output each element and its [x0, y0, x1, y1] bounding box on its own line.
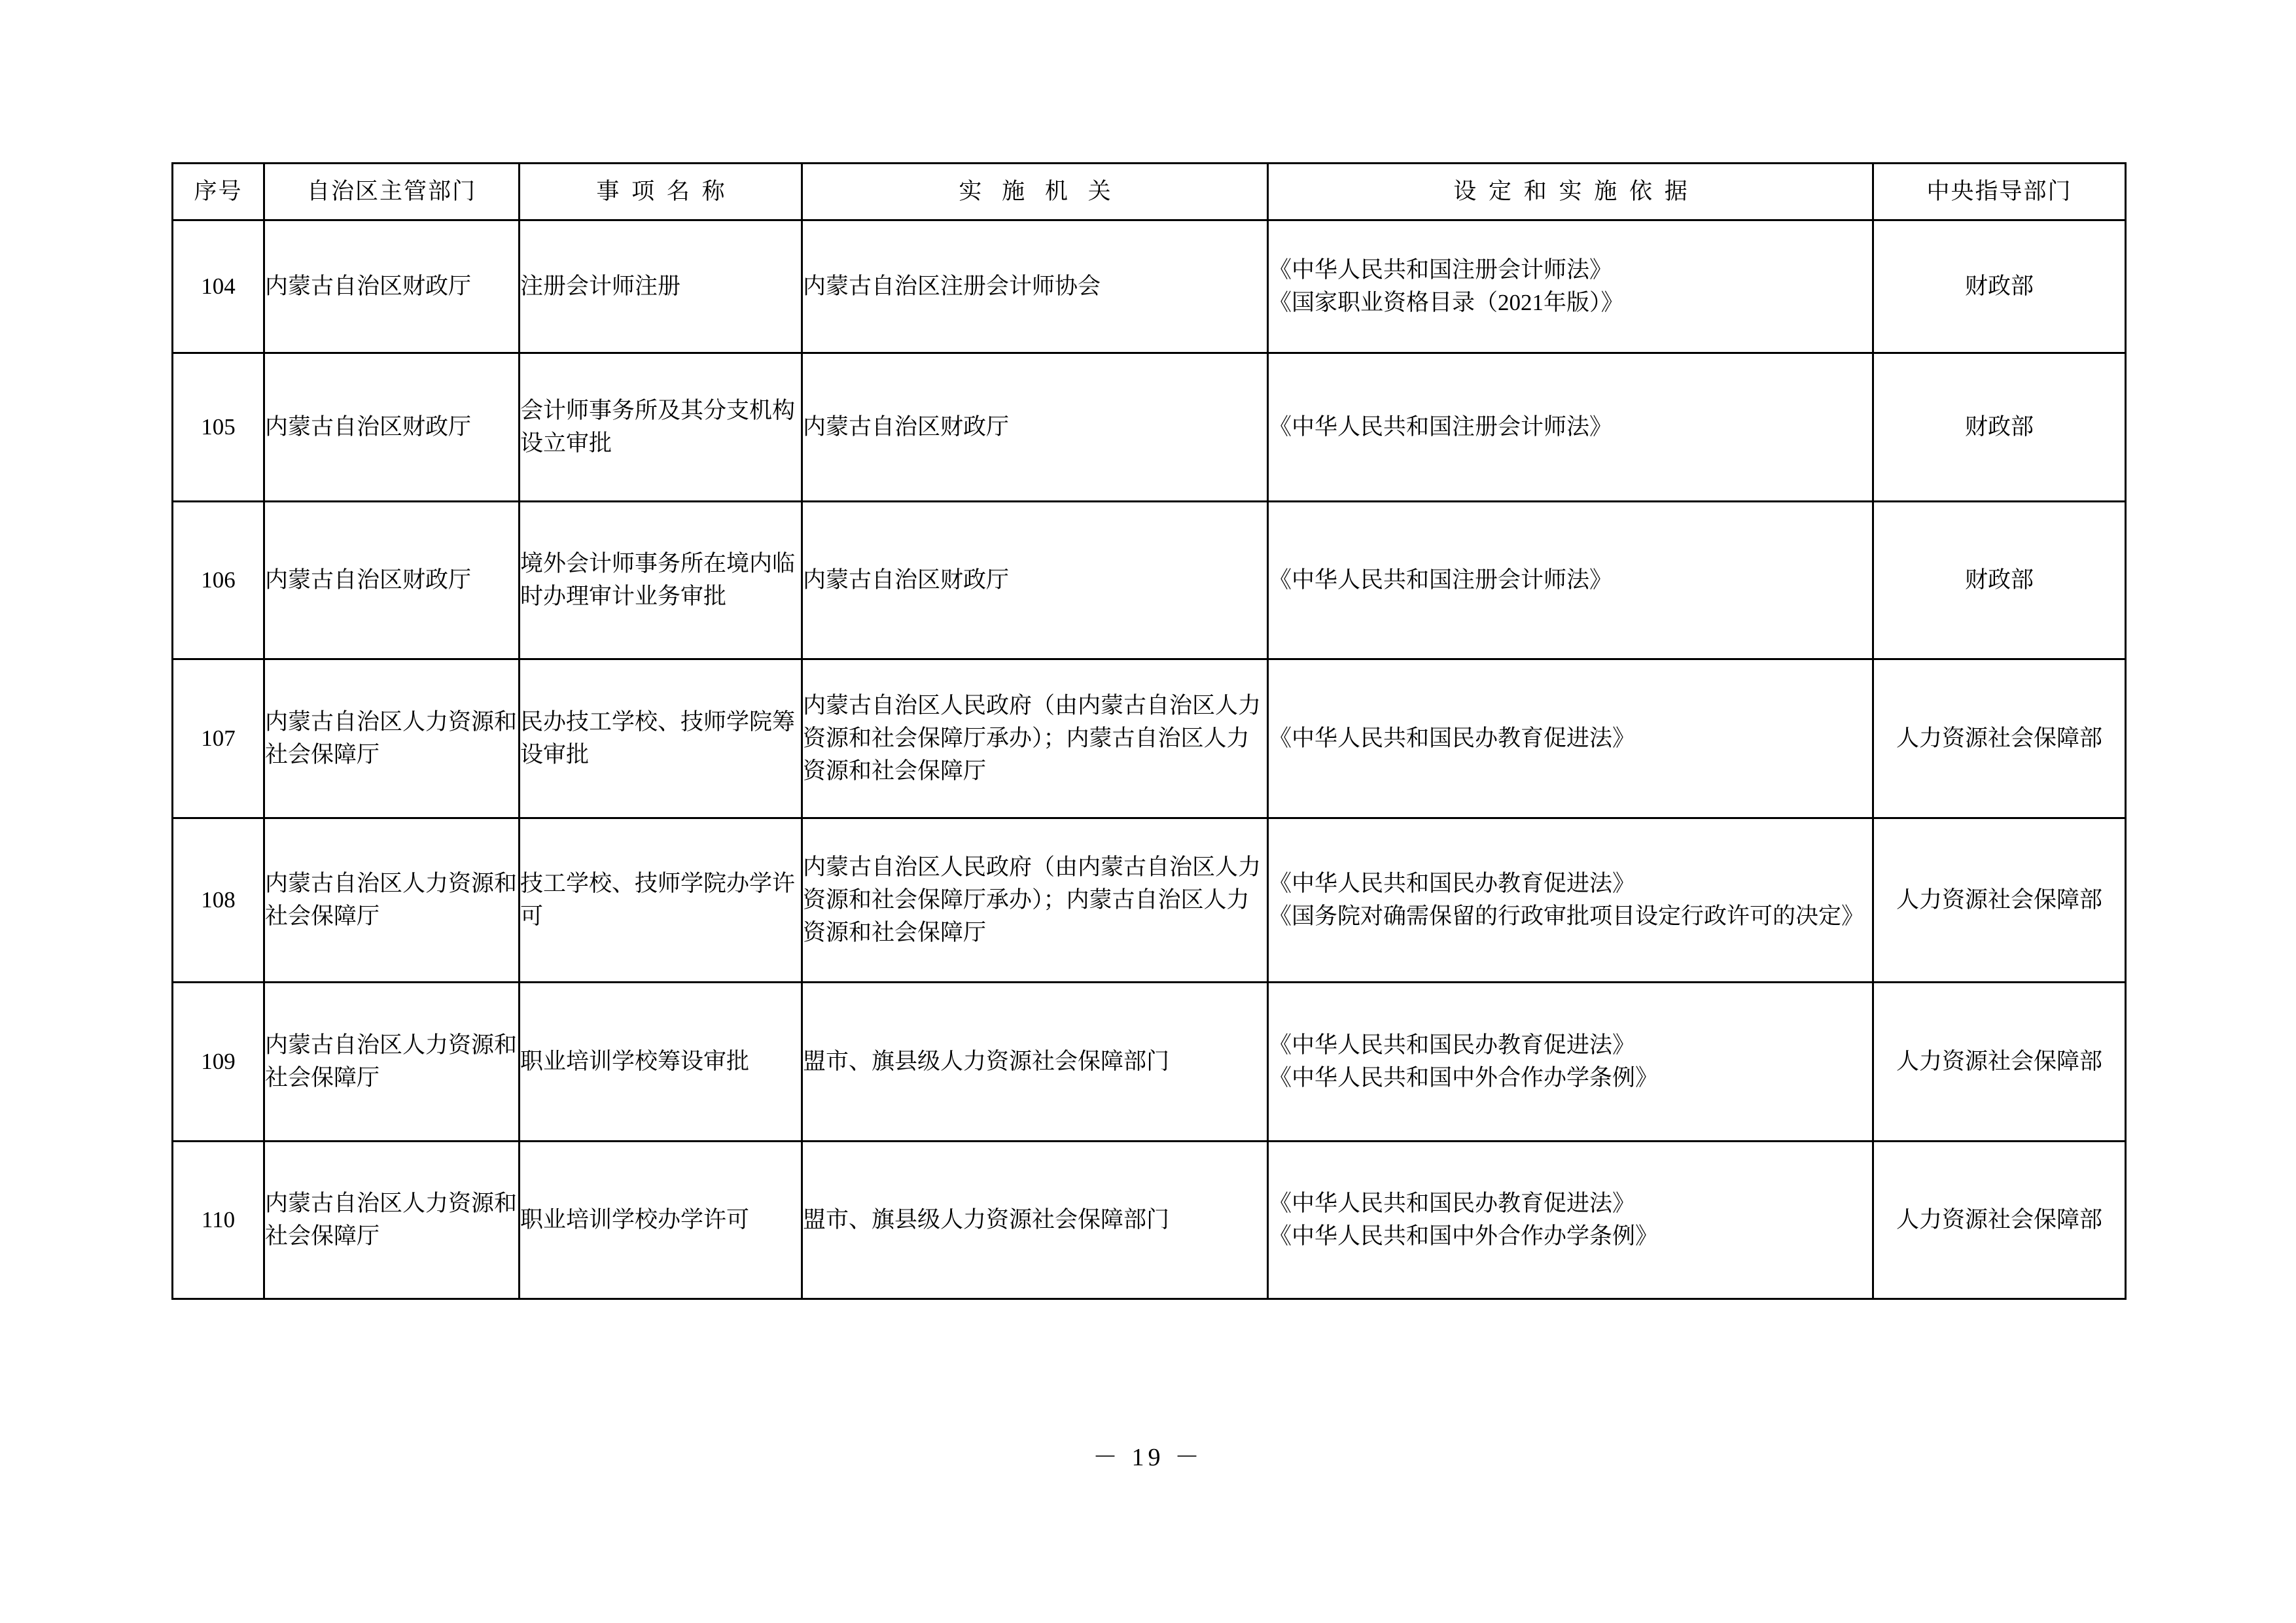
row-implementing-agency: 内蒙古自治区财政厅 [802, 502, 1268, 659]
row-item-name: 民办技工学校、技师学院筹设审批 [520, 659, 802, 818]
row-serial-number: 104 [173, 220, 264, 353]
row-setting-basis [1268, 1142, 1873, 1299]
row-region-department: 内蒙古自治区人力资源和社会保障厅 [264, 818, 520, 983]
header-implementing-agency: 实 施 机 关 [802, 164, 1268, 220]
row-serial-number: 107 [173, 659, 264, 818]
page-number: － 19 － [1092, 1444, 1203, 1471]
row-setting-basis [1268, 220, 1873, 353]
basis-line: 《国务院对确需保留的行政审批项目设定行政许可的决定》 [1269, 903, 1865, 929]
row-serial-number: 105 [173, 353, 264, 502]
row-implementing-agency: 盟市、旗县级人力资源社会保障部门 [802, 1142, 1268, 1299]
table-row [173, 983, 2126, 1142]
table-row [173, 1142, 2126, 1299]
row-serial-number: 106 [173, 502, 264, 659]
row-setting-basis [1268, 502, 1873, 659]
table-row [173, 353, 2126, 502]
basis-line: 《国家职业资格目录（2021年版）》 [1269, 290, 1624, 315]
header-region-department: 自治区主管部门 [264, 164, 520, 220]
row-setting-basis [1268, 353, 1873, 502]
basis-line: 《中华人民共和国注册会计师法》 [1269, 567, 1613, 593]
row-implementing-agency: 内蒙古自治区人民政府（由内蒙古自治区人力资源和社会保障厅承办）；内蒙古自治区人力资源和社会保障厅 [802, 818, 1268, 983]
table-row [173, 220, 2126, 353]
row-item-name: 会计师事务所及其分支机构设立审批 [520, 353, 802, 502]
table-row [173, 659, 2126, 818]
row-central-department: 财政部 [1873, 502, 2126, 659]
row-item-name: 注册会计师注册 [520, 220, 802, 353]
row-implementing-agency: 内蒙古自治区财政厅 [802, 353, 1268, 502]
row-central-department: 人力资源社会保障部 [1873, 1142, 2126, 1299]
row-serial-number: 110 [173, 1142, 264, 1299]
row-central-department: 人力资源社会保障部 [1873, 983, 2126, 1142]
row-serial-number: 108 [173, 818, 264, 983]
row-region-department: 内蒙古自治区财政厅 [264, 220, 520, 353]
row-implementing-agency: 内蒙古自治区注册会计师协会 [802, 220, 1268, 353]
row-item-name: 境外会计师事务所在境内临时办理审计业务审批 [520, 502, 802, 659]
row-setting-basis [1268, 983, 1873, 1142]
header-central-guidance-department: 中央指导部门 [1873, 164, 2126, 220]
row-item-name: 职业培训学校办学许可 [520, 1142, 802, 1299]
row-implementing-agency: 内蒙古自治区人民政府（由内蒙古自治区人力资源和社会保障厅承办）；内蒙古自治区人力资源和社会保障厅 [802, 659, 1268, 818]
basis-line: 《中华人民共和国民办教育促进法》 [1269, 1032, 1636, 1058]
row-setting-basis [1268, 818, 1873, 983]
row-central-department: 人力资源社会保障部 [1873, 818, 2126, 983]
header-setting-basis: 设 定 和 实 施 依 据 [1268, 164, 1873, 220]
basis-line: 《中华人民共和国注册会计师法》 [1269, 414, 1613, 440]
administrative-items-table-wrapper [171, 162, 2125, 1300]
row-region-department: 内蒙古自治区财政厅 [264, 353, 520, 502]
header-serial-number: 序号 [173, 164, 264, 220]
row-central-department: 财政部 [1873, 353, 2126, 502]
table-row [173, 502, 2126, 659]
table-row [173, 818, 2126, 983]
row-region-department: 内蒙古自治区财政厅 [264, 502, 520, 659]
basis-line: 《中华人民共和国民办教育促进法》 [1269, 725, 1636, 752]
row-central-department: 人力资源社会保障部 [1873, 659, 2126, 818]
basis-line: 《中华人民共和国中外合作办学条例》 [1269, 1223, 1659, 1249]
row-serial-number: 109 [173, 983, 264, 1142]
table-header-row [173, 164, 2126, 220]
row-item-name: 技工学校、技师学院办学许可 [520, 818, 802, 983]
basis-line: 《中华人民共和国中外合作办学条例》 [1269, 1065, 1659, 1091]
administrative-items-table [171, 162, 2127, 1300]
basis-line: 《中华人民共和国民办教育促进法》 [1269, 1191, 1636, 1217]
basis-line: 《中华人民共和国注册会计师法》 [1269, 257, 1613, 283]
row-implementing-agency: 盟市、旗县级人力资源社会保障部门 [802, 983, 1268, 1142]
row-central-department: 财政部 [1873, 220, 2126, 353]
row-region-department: 内蒙古自治区人力资源和社会保障厅 [264, 1142, 520, 1299]
basis-line: 《中华人民共和国民办教育促进法》 [1269, 871, 1636, 897]
row-item-name: 职业培训学校筹设审批 [520, 983, 802, 1142]
header-item-name: 事 项 名 称 [520, 164, 802, 220]
row-region-department: 内蒙古自治区人力资源和社会保障厅 [264, 983, 520, 1142]
row-setting-basis [1268, 659, 1873, 818]
row-region-department: 内蒙古自治区人力资源和社会保障厅 [264, 659, 520, 818]
